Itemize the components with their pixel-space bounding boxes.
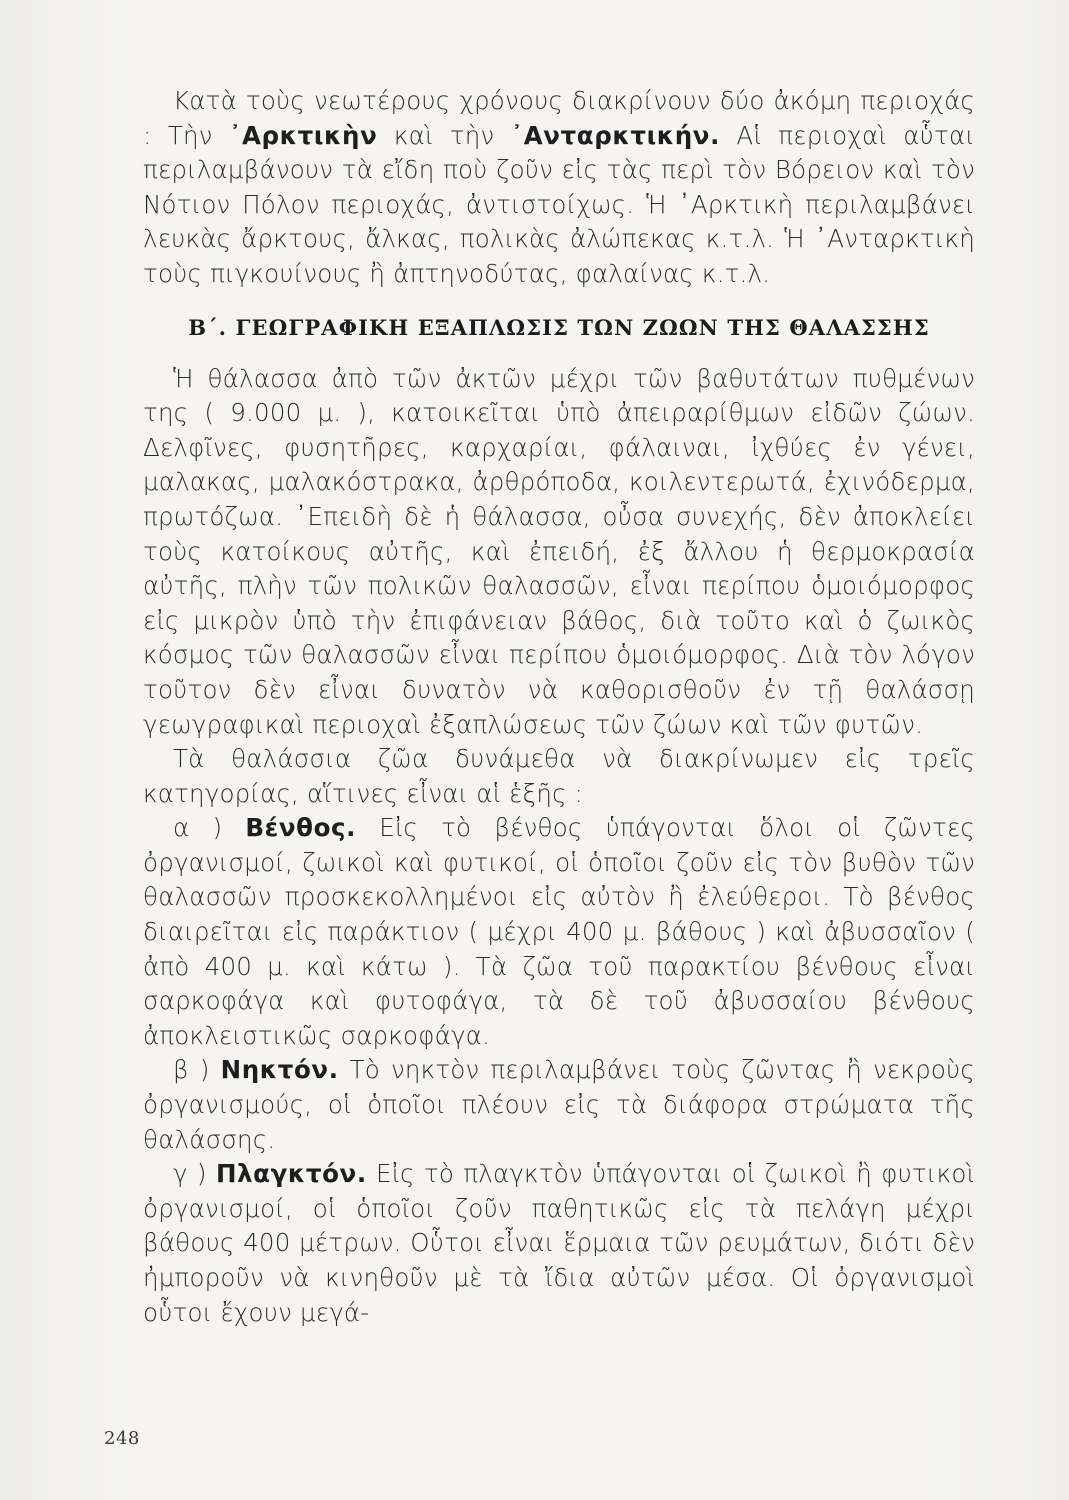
term-antarctic: ᾿Ανταρκτικήν. [510,120,720,150]
intro-text-mid: καὶ τὴν [377,120,511,150]
section-heading: Β΄. ΓΕΩΓΡΑΦΙΚΗ ΕΞΑΠΛΩΣΙΣ ΤΩΝ ΖΩΩΝ ΤΗΣ ΘΑΛΑΣΣΗΣ [188,314,930,340]
item-marker: γ ) [173,1159,216,1189]
body-text [143,84,975,1330]
intro-text-after: Αἱ περιοχαὶ αὗται περιλαμβάνουν τὰ εἴδη ποὺ ζοῦν εἰς τὰς περὶ τὸν Βόρειον καὶ τὸν Νότιον Πόλον περιοχάς, ἀντιστοίχως. Ἡ ᾿Αρκτικὴ περιλαμβάνει λευκὰς ἄρκτους, ἄλκας, πολικὰς ἀλώπεκας κ.τ.λ. Ἡ ᾿Ανταρκτικὴ τοὺς πιγκουίνους ἢ ἀπτηνοδύτας, φαλαίνας κ.τ.λ. [143,120,976,288]
intro-text-before: Κατὰ τοὺς νεωτέρους χρόνους διακρίνουν δύο ἀκόμη περιοχάς : Τὴν [143,86,975,150]
term-benthos: Βένθος. [245,813,357,843]
list-item-nekton [143,1053,975,1157]
term-plankton: Πλαγκτόν. [215,1159,367,1189]
term-arctic: ᾿Αρκτικὴν [229,120,378,150]
item-text: Εἰς τὸ πλαγκτὸν ὑπάγονται οἱ ζωικοὶ ἢ φυτικοὶ ὀργανισμοί, οἱ ὁποῖοι ζοῦν παθητικῶς εἰς τὰ πελάγη μέχρι βάθους 400 μέτρων. Οὗτοι εἶναι ἕρμαια τῶν ρευμάτων, διότι δὲν ἠμποροῦν νὰ κινηθοῦν μὲ τὰ ἴδια αὐτῶν μέσα. Οἱ ὀργανισμοὶ οὗτοι ἔχουν μεγά- [143,1159,976,1327]
sea-paragraph: Ἡ θάλασσα ἀπὸ τῶν ἀκτῶν μέχρι τῶν βαθυτάτων πυθμένων της ( 9.000 μ. ), κατοικεῖται ὑπὸ ἀπειραρίθμων εἰδῶν ζώων. Δελφῖνες, φυσητῆρες, καρχαρίαι, φάλαιναι, ἰχθύες ἐν γένει, μαλακας, μαλακόστρακα, ἀρθρόποδα, κοιλεντερωτά, ἐχινόδερμα, πρωτόζωα. ᾿Επειδὴ δὲ ἡ θάλασσα, οὖσα συνεχής, δὲν ἀποκλείει τοὺς κατοίκους αὐτῆς, καὶ ἐπειδή, ἐξ ἄλλου ἡ θερμοκρασία αὐτῆς, πλὴν τῶν πολικῶν θαλασσῶν, εἶναι περίπου ὁμοιόμορφος εἰς μικρὸν ὑπὸ τὴν ἐπιφάνειαν βάθος, διὰ τοῦτο καὶ ὁ ζωικὸς κόσμος τῶν θαλασσῶν εἶναι περίπου ὁμοιόμορφος. Διὰ τὸν λόγον τοῦτον δὲν εἶναι δυνατὸν νὰ καθορισθοῦν ἐν τῇ θαλάσσῃ γεωγραφικαὶ περιοχαὶ ἐξαπλώσεως τῶν ζώων καὶ τῶν φυτῶν. [143,363,975,739]
list-item-plankton [143,1157,975,1330]
item-text: Εἰς τὸ βένθος ὑπάγονται ὅλοι οἱ ζῶντες ὀργανισμοί, ζωικοὶ καὶ φυτικοί, οἱ ὁποῖοι ζοῦν εἰς τὸν βυθὸν τῶν θαλασσῶν προσκεκολλημένοι εἰς αὐτὸν ἢ ἐλεύθεροι. Τὸ βένθος διαιρεῖται εἰς παράκτιον ( μέχρι 400 μ. βάθους ) καὶ ἀβυσσαῖον ( ἀπὸ 400 μ. καὶ κάτω ). Τὰ ζῶα τοῦ παρακτίου βένθους εἶναι σαρκοφάγα καὶ φυτοφάγα, τὰ δὲ τοῦ ἀβυσσαίου βένθους ἀποκλειστικῶς σαρκοφάγα. [143,813,975,1050]
categories-paragraph: Τὰ θαλάσσια ζῶα δυνάμεθα νὰ διακρίνωμεν εἰς τρεῖς κατηγορίας, αἵτινες εἶναι αἱ ἑξῆς : [143,744,975,808]
list-item-benthos [143,811,975,1053]
item-marker: β ) [173,1055,221,1085]
item-marker: α ) [173,813,246,843]
intro-paragraph [143,84,975,292]
term-nekton: Νηκτόν. [220,1055,339,1085]
item-text: Τὸ νηκτὸν περιλαμβάνει τοὺς ζῶντας ἢ νεκροὺς ὀργανισμούς, οἱ ὁποῖοι πλέουν εἰς τὰ διάφορα στρώματα τῆς θαλάσσης. [143,1055,975,1154]
page-number: 248 [104,1428,140,1449]
